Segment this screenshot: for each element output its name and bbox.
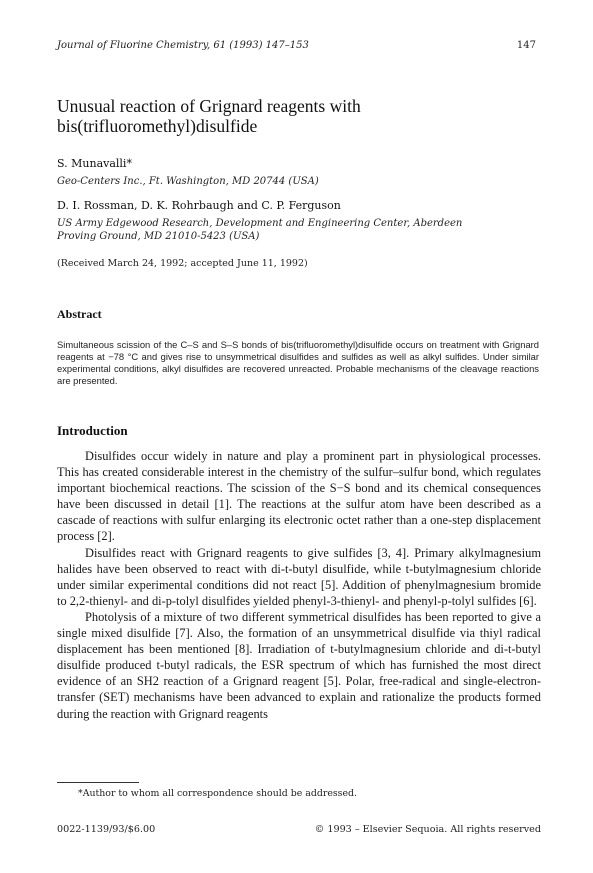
paragraph: Disulfides occur widely in nature and play a prominent part in physiological processes. This has created considerable interest in the chemistry of the sulfur–sulfur bond, which regulates important biochemical reactions. The scission of the S−S bond and its chemical consequences have been discussed in detail [1]. The reactions at the sulfur atom have been described as a cascade of reactions with sulfur enlarging its electronic octet rather than a one-step displacement process [2].: [57, 449, 541, 544]
title-line-1: Unusual reaction of Grignard reagents with: [57, 96, 361, 116]
introduction-body: [57, 448, 541, 722]
affiliation-2-line-1: US Army Edgewood Research, Development and Engineering Center, Aberdeen: [57, 218, 463, 229]
journal-citation: Journal of Fluorine Chemistry, 61 (1993) 147–153: [57, 40, 309, 51]
author-footnote: *Author to whom all correspondence should be addressed.: [78, 788, 358, 799]
article-code: 0022-1139/93/$6.00: [57, 824, 156, 835]
author-names-1: S. Munavalli*: [57, 157, 132, 170]
copyright-notice: © 1993 – Elsevier Sequoia. All rights reserved: [314, 824, 541, 835]
introduction-heading: Introduction: [57, 423, 128, 438]
affiliation-2-line-2: Proving Ground, MD 21010-5423 (USA): [57, 231, 260, 242]
footnote-rule: [57, 782, 139, 783]
abstract-text: Simultaneous scission of the C–S and S–S bonds of bis(trifluoromethyl)disulfide occurs on treatment with Grignard reagents at −78 °C and gives rise to unsymmetrical disulfides and sulfides as well as alkyl sulfides. Under similar experimental conditions, alkyl disulfides are recovered unreacted. Probable mechanisms of the cleavage reactions are presented.: [57, 339, 539, 386]
affiliation-2: [57, 217, 537, 243]
title-line-2: bis(trifluoromethyl)disulfide: [57, 116, 258, 136]
page-number: 147: [516, 40, 536, 51]
paragraph: Disulfides react with Grignard reagents to give sulfides [3, 4]. Primary alkylmagnesium halides have been observed to react with di-t-butyl disulfide, while t-butylmagnesium chloride under similar experimental conditions did not react [5]. Addition of phenylmagnesium bromide to 2,2-thienyl- and di-p-tolyl disulfides yielded phenyl-3-thienyl- and phenyl-p-tolyl sulfides [6].: [57, 545, 541, 608]
running-head: [57, 40, 536, 51]
page-footer: [57, 824, 541, 835]
author-names-2: D. I. Rossman, D. K. Rohrbaugh and C. P. Ferguson: [57, 199, 341, 212]
abstract-heading: Abstract: [57, 307, 102, 321]
paragraph: Photolysis of a mixture of two different symmetrical disulfides has been reported to give a single mixed disulfide [7]. Also, the formation of an unsymmetrical disulfide via thiyl radical displacement has been mentioned [8]. Irradiation of t-butylmagnesium chloride and di-t-butyl disulfide produced t-butyl radicals, the ESR spectrum of which has furnished the most direct evidence of an SH2 reaction of a Grignard reagent [5]. Polar, free-radical and single-electron-transfer (SET) mechanisms have been advanced to explain and rationalize the products formed during the reaction with Grignard reagents: [57, 609, 541, 721]
article-title: [57, 96, 477, 136]
affiliation-1: Geo-Centers Inc., Ft. Washington, MD 20744 (USA): [57, 176, 319, 187]
received-dates: (Received March 24, 1992; accepted June 11, 1992): [57, 258, 308, 269]
